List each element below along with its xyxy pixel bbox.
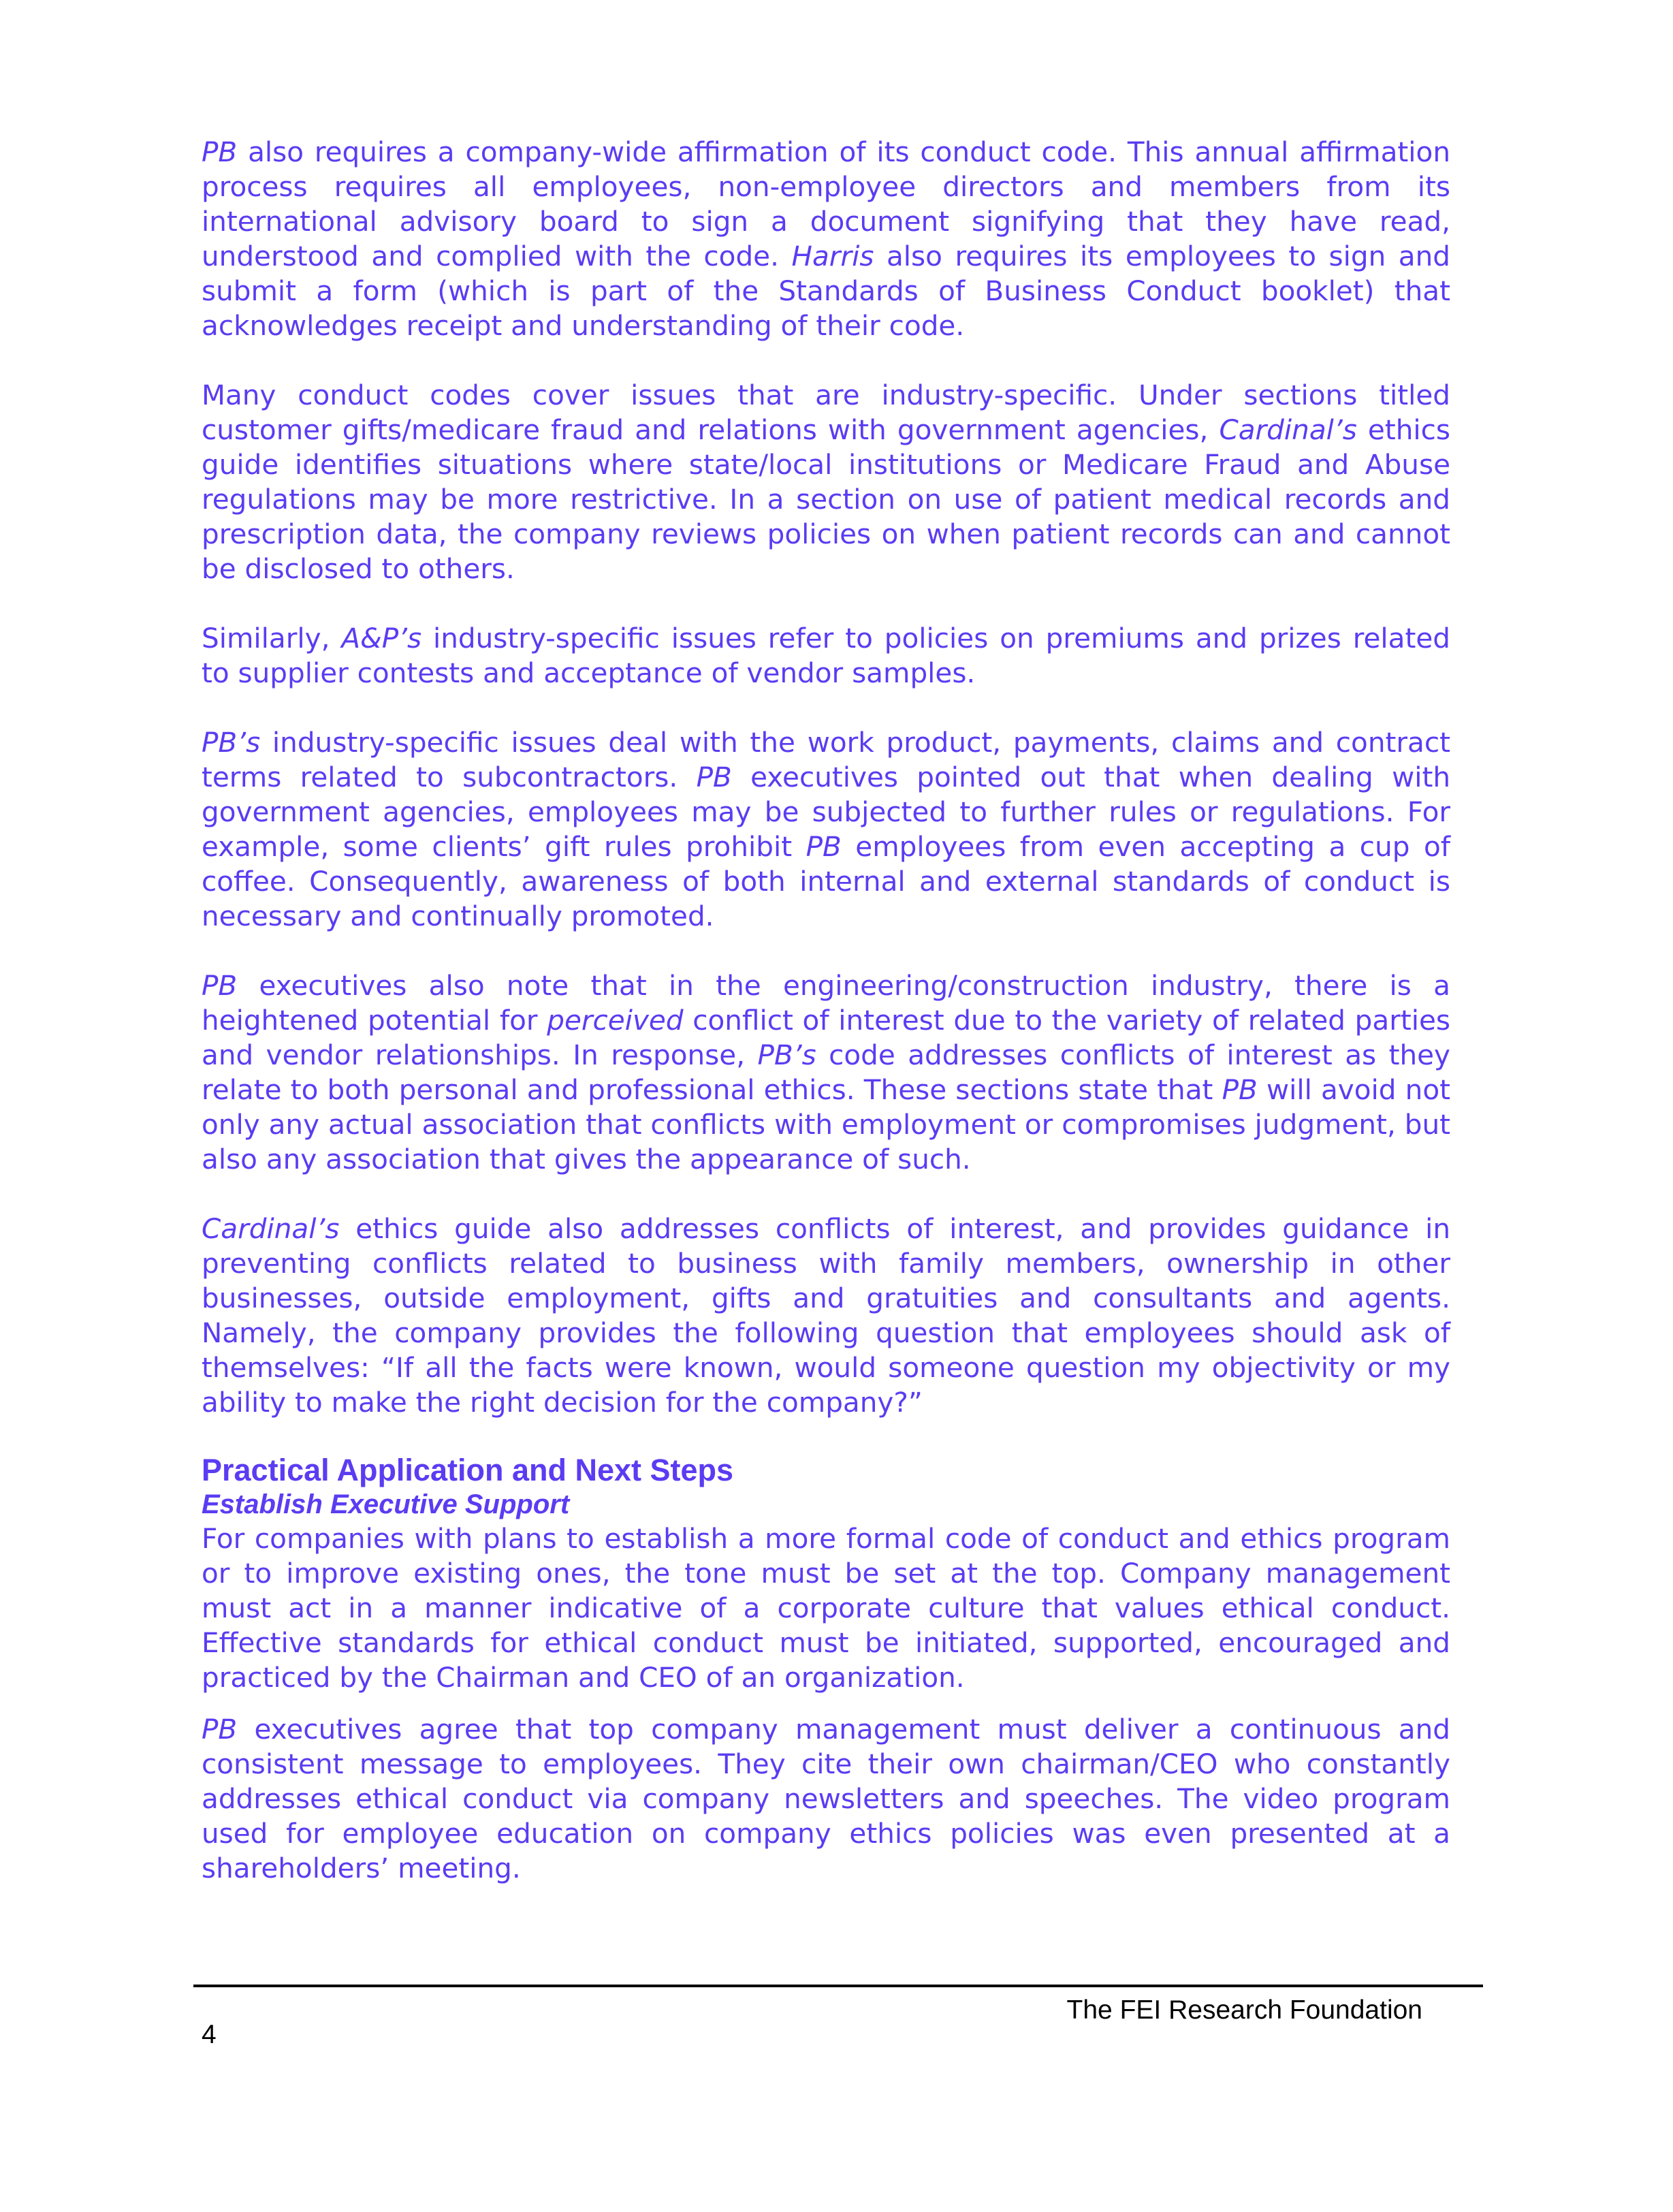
- paragraph-text: also requires a company-wide affirmation of its conduct code. This annual affirmation process requires all employees, non-employee directors and members from its international advisory board to sign a document signifying that they have read, understood and complied with the code.: [202, 136, 1450, 272]
- paragraph-text: employees from even accepting a cup of coffee. Consequently, awareness of both internal and external standards of conduct is necessary and continually promoted.: [202, 830, 1450, 932]
- page-number: 4: [202, 2020, 217, 2049]
- body-paragraph: [202, 135, 1450, 343]
- body-paragraph: [202, 1521, 1450, 1695]
- footer-rule: [193, 1985, 1483, 1987]
- page-body: [202, 135, 1450, 1903]
- emphasized-name: A&P’s: [341, 622, 422, 654]
- paragraph-text: executives pointed out that when dealing with government agencies, employees may be subjected to further rules or regulations. For example, some clients’ gift rules prohibit: [202, 761, 1450, 863]
- emphasized-name: PB: [202, 969, 238, 1002]
- emphasized-name: PB: [202, 1713, 238, 1745]
- emphasized-name: PB: [696, 761, 732, 793]
- paragraph-text: industry-specific issues refer to policies on premiums and prizes related to supplier contests and acceptance of vendor samples.: [202, 622, 1450, 689]
- paragraph-text: Similarly,: [202, 622, 342, 654]
- emphasized-name: perceived: [547, 1004, 684, 1037]
- section-paragraphs: [202, 1521, 1450, 1886]
- paragraph-text: Many conduct codes cover issues that are industry-specific. Under sections titled customer gifts/medicare fraud and relations with government agencies,: [202, 379, 1450, 446]
- emphasized-name: PB’s: [202, 726, 261, 759]
- body-paragraph: [202, 1712, 1450, 1886]
- paragraph-text: code addresses conflicts of interest as they relate to both personal and professional ethics. These sections state that: [202, 1039, 1450, 1106]
- paragraph-text: executives also note that in the engineering/construction industry, there is a heightened potential for: [202, 969, 1450, 1037]
- emphasized-name: PB: [202, 136, 238, 168]
- section-heading: Practical Application and Next Steps: [202, 1453, 734, 1487]
- body-paragraph: [202, 725, 1450, 934]
- emphasized-name: PB’s: [757, 1039, 816, 1071]
- body-paragraph: [202, 968, 1450, 1177]
- paragraph-text: executives agree that top company management must deliver a continuous and consistent message to employees. They cite their own chairman/CEO who constantly addresses ethical conduct via company newsletters and speeches. The video program used for employee education on company ethics policies was even presented at a shareholders’ meeting.: [202, 1713, 1450, 1884]
- emphasized-name: Harris: [791, 240, 874, 272]
- paragraph-text: ethics guide also addresses conflicts of interest, and provides guidance in preventing conflicts related to business with family members, ownership in other businesses, outside employment, gifts and gratuities and consultants and agents. Namely, the company provides the following question that employees should ask of themselves: “If all the facts were known, would someone question my objectivity or my ability to make the right decision for the company?”: [202, 1212, 1450, 1419]
- body-paragraph: [202, 378, 1450, 586]
- paragraph-text: ethics guide identifies situations where state/local institutions or Medicare Fraud and Abuse regulations may be more restrictive. In a section on use of patient medical records and prescription data, the company reviews policies on when patient records can and cannot be disclosed to others.: [202, 413, 1450, 585]
- paragraph-text: also requires its employees to sign and submit a form (which is part of the Standards of Business Conduct booklet) that acknowledges receipt and understanding of their code.: [202, 240, 1450, 342]
- body-paragraphs: [202, 135, 1450, 1420]
- section-subheading: Establish Executive Support: [202, 1489, 570, 1519]
- emphasized-name: PB: [1222, 1073, 1258, 1106]
- paragraph-text: conflict of interest due to the variety of related parties and vendor relationships. In response,: [202, 1004, 1450, 1071]
- footer-organization: The FEI Research Foundation: [1066, 1995, 1422, 2025]
- paragraph-text: For companies with plans to establish a more formal code of conduct and ethics program or to improve existing ones, the tone must be set at the top. Company management must act in a manner indicative of a corporate culture that values ethical conduct. Effective standards for ethical conduct must be initiated, supported, encouraged and practiced by the Chairman and CEO of an organization.: [202, 1522, 1450, 1694]
- body-paragraph: [202, 621, 1450, 691]
- paragraph-text: will avoid not only any actual association that conflicts with employment or compromises judgment, but also any association that gives the appearance of such.: [202, 1073, 1451, 1175]
- emphasized-name: PB: [806, 830, 842, 863]
- body-paragraph: [202, 1212, 1450, 1420]
- paragraph-text: industry-specific issues deal with the work product, payments, claims and contract terms related to subcontractors.: [202, 726, 1450, 793]
- emphasized-name: Cardinal’s: [202, 1212, 340, 1245]
- emphasized-name: Cardinal’s: [1219, 413, 1357, 446]
